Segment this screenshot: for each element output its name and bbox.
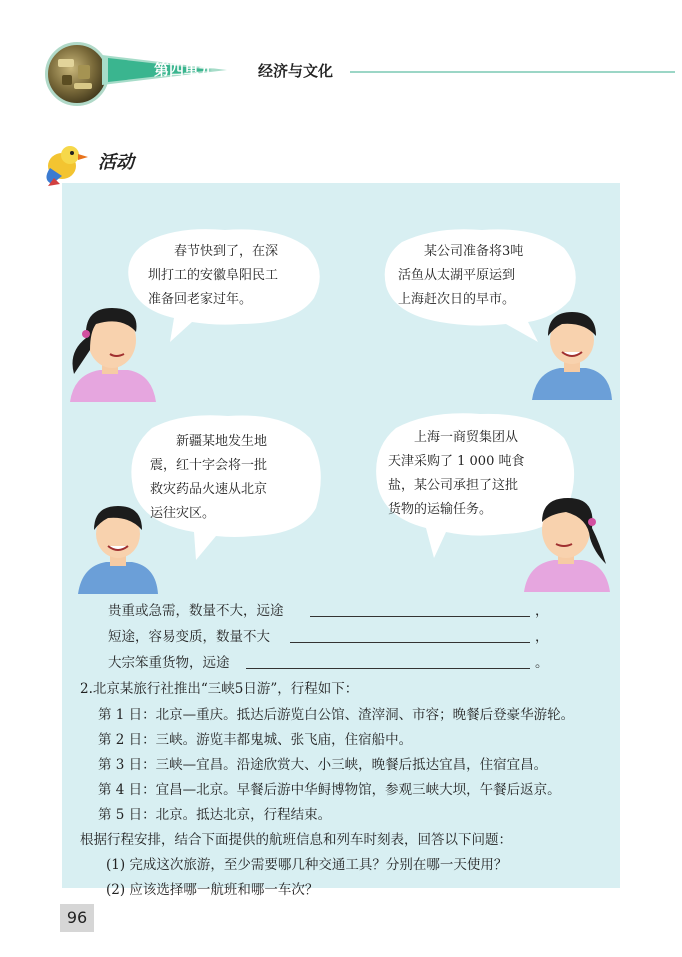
- bubble-1-line-1: 春节快到了，在深: [174, 244, 279, 259]
- boy-illustration-left: [76, 500, 160, 594]
- bubble-2-line-1: 某公司准备将3吨: [424, 244, 524, 259]
- question-2-sub-1: (1) 完成这次旅游，至少需要哪几种交通工具？分别在哪一天使用？: [106, 857, 508, 873]
- answer-blank-3[interactable]: [246, 668, 530, 669]
- answer-blank-2[interactable]: [290, 642, 530, 643]
- bubble-1-line-3: 准备回老家过年。: [148, 292, 253, 307]
- girl-illustration-right: [520, 492, 612, 592]
- bubble-3-line-4: 运往灾区。: [150, 506, 216, 521]
- itinerary-day-1: 第 1 日：北京—重庆。抵达后游览白公馆、渣滓洞、市容；晚餐后登豪华游轮。: [98, 707, 575, 723]
- bubble-4-line-1: 上海一商贸集团从: [414, 430, 519, 445]
- bubble-1-text: [148, 240, 278, 312]
- bubble-2-line-3: 上海赶次日的早市。: [398, 292, 516, 307]
- itinerary-day-5: 第 5 日：北京。抵达北京，行程结束。: [98, 807, 332, 823]
- itinerary-day-3: 第 3 日：三峡—宜昌。沿途欣赏大、小三峡，晚餐后抵达宜昌，住宿宜昌。: [98, 757, 548, 773]
- parrot-mascot-icon: [40, 140, 96, 186]
- bubble-4-line-4: 货物的运输任务。: [388, 502, 493, 517]
- girl-illustration-left: [66, 302, 158, 404]
- activity-title: 活动: [98, 152, 134, 173]
- question-2-instruction: 根据行程安排，结合下面提供的航班信息和列车时刻表，回答以下问题：: [80, 832, 512, 848]
- bubble-4-line-3: 盐，某公司承担了这批: [388, 478, 519, 493]
- itinerary-day-2: 第 2 日：三峡。游览丰都鬼城、张飞庙，住宿船中。: [98, 732, 413, 748]
- answer-blank-1[interactable]: [310, 616, 530, 617]
- bubble-2-text: [398, 240, 523, 312]
- bubble-2-line-2: 活鱼从太湖平原运到: [398, 268, 516, 283]
- header-divider: [350, 71, 675, 73]
- question-2-prompt: 2.北京某旅行社推出“三峡5日游”，行程如下：: [80, 681, 359, 697]
- bubble-3-text: [150, 430, 267, 526]
- page-number: 96: [60, 904, 94, 932]
- question-2-sub-2: (2) 应该选择哪一航班和哪一车次？: [106, 882, 319, 898]
- bubble-3-line-2: 震，红十字会将一批: [150, 458, 268, 473]
- itinerary-day-4: 第 4 日：宜昌—北京。早餐后游中华鲟博物馆，参观三峡大坝，午餐后返京。: [98, 782, 561, 798]
- unit-label: 第四单元: [153, 61, 214, 79]
- bubble-4-line-2: 天津采购了 1 000 吨食: [388, 454, 525, 469]
- summary-end-1: ，: [535, 603, 549, 619]
- summary-label-2: 短途，容易变质，数量不大: [108, 629, 270, 645]
- page-header: [0, 0, 682, 120]
- bubble-4-text: [388, 426, 524, 522]
- summary-label-3: 大宗笨重货物，远途: [108, 655, 230, 671]
- boy-illustration-right: [530, 306, 614, 400]
- bubble-1-line-2: 圳打工的安徽阜阳民工: [148, 268, 279, 283]
- bubble-3-line-3: 救灾药品火速从北京: [150, 482, 268, 497]
- summary-end-3: 。: [535, 655, 549, 671]
- unit-title: 经济与文化: [258, 62, 334, 80]
- bubble-3-line-1: 新疆某地发生地: [176, 434, 268, 449]
- summary-label-1: 贵重或急需，数量不大，远途: [108, 603, 284, 619]
- summary-end-2: ，: [535, 629, 549, 645]
